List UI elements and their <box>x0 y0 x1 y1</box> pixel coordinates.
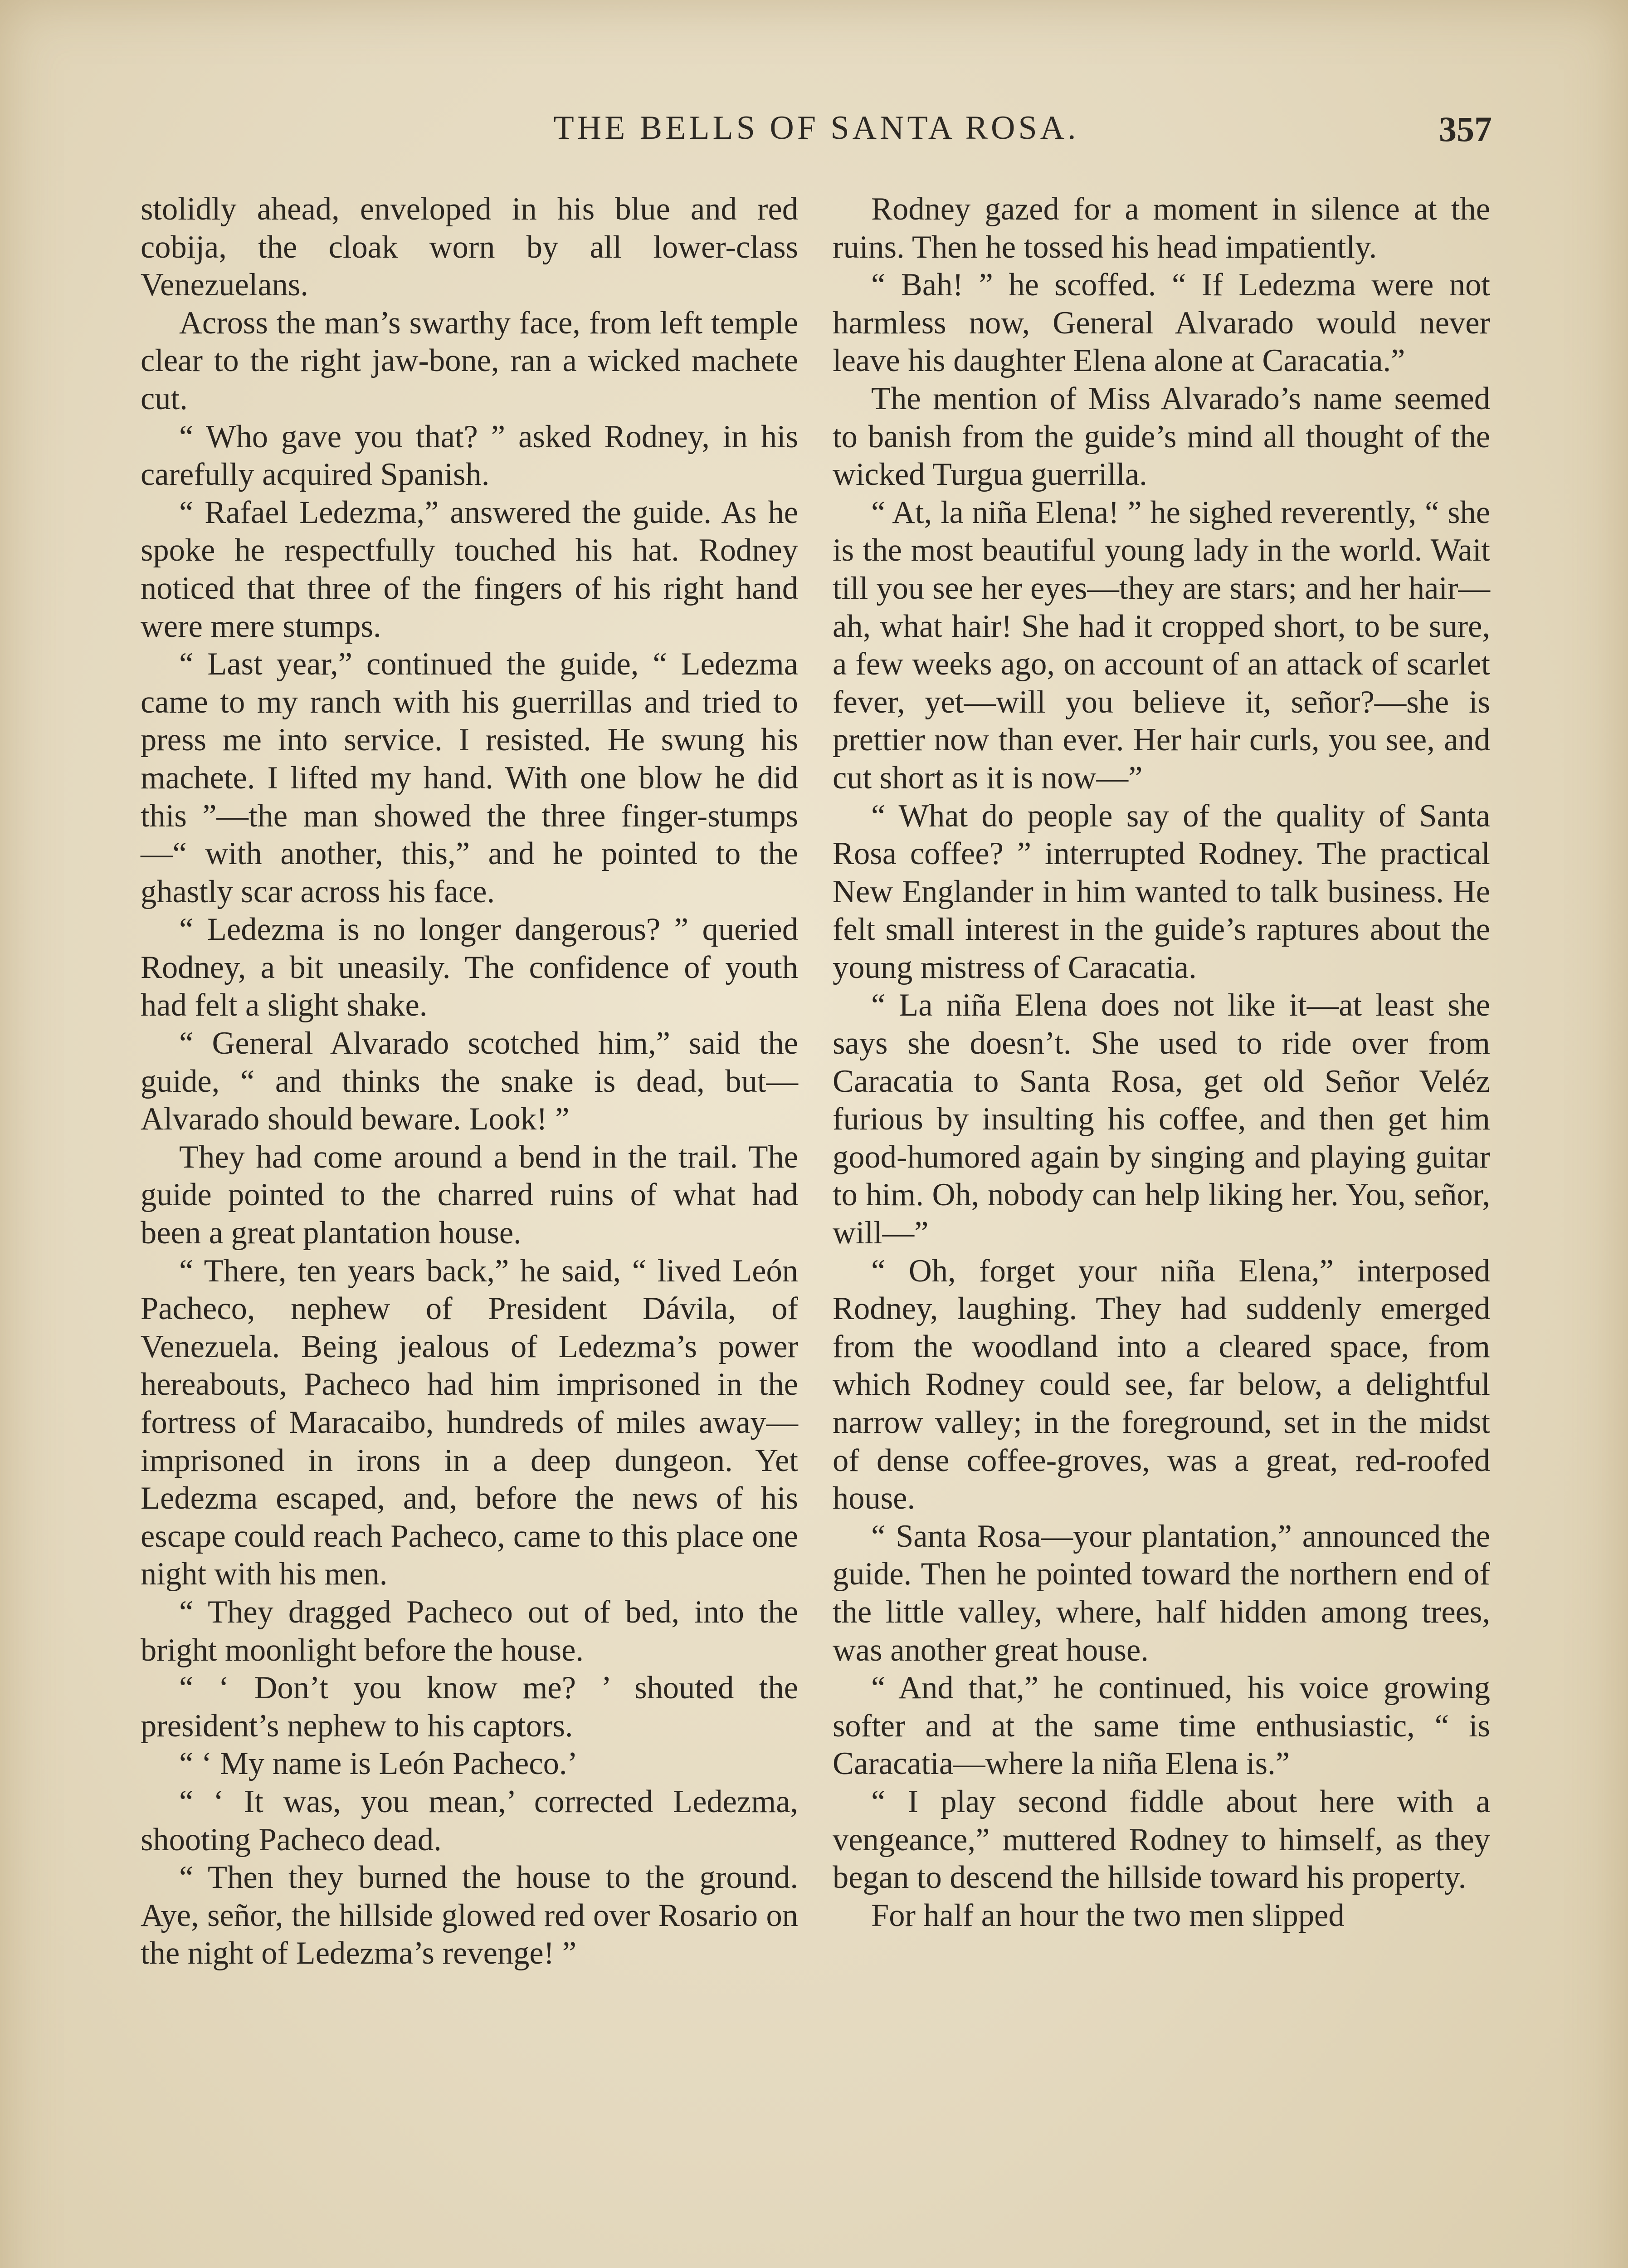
paragraph: “ La niña Elena does not like it—at least she says she doesn’t. She used to ride over from Caracatia to Santa Rosa, get old Señor Veléz furious by insulting his coffee, and then get him good-humored again by singing and playing guitar to him. Oh, nobody can help liking her. You, señor, will—” <box>833 987 1490 1251</box>
left-column <box>141 191 798 1973</box>
paragraph: “ Santa Rosa—your plantation,” announced the guide. Then he pointed toward the northern end of the little valley, where, half hidden among trees, was another great house. <box>833 1518 1490 1668</box>
paragraph: “ Bah! ” he scoffed. “ If Ledezma were not harmless now, General Alvarado would never leave his daughter Elena alone at Caracatia.” <box>833 267 1490 379</box>
running-header <box>141 109 1492 150</box>
paragraph: “ Then they burned the house to the ground. Aye, señor, the hillside glowed red over Rosario on the night of Ledezma’s revenge! ” <box>141 1860 798 1971</box>
paragraph: “ I play second fiddle about here with a vengeance,” muttered Rodney to himself, as they began to descend the hillside toward his property. <box>833 1784 1490 1896</box>
right-column <box>833 191 1490 1935</box>
paragraph: “ ‘ It was, you mean,’ corrected Ledezma, shooting Pacheco dead. <box>141 1784 798 1857</box>
paragraph: For half an hour the two men slipped <box>871 1897 1345 1933</box>
paragraph: “ Last year,” continued the guide, “ Ledezma came to my ranch with his guerrillas and tried to press me into service. I resisted. He swung his machete. I lifted my hand. With one blow he did this ”—the man showed the three finger-stumps—“ with another, this,” and he pointed to the ghastly scar across his face. <box>141 646 798 909</box>
page-number: 357 <box>1439 109 1492 149</box>
paragraph: Across the man’s swarthy face, from left temple clear to the right jaw-bone, ran a wicked machete cut. <box>141 305 798 416</box>
paragraph: “ General Alvarado scotched him,” said the guide, “ and thinks the snake is dead, but—Alvarado should beware. Look! ” <box>141 1026 798 1137</box>
paragraph: “ There, ten years back,” he said, “ lived León Pacheco, nephew of President Dávila, of Venezuela. Being jealous of Ledezma’s power hereabouts, Pacheco had him imprisoned in the fortress of Maracaibo, hundreds of miles away—imprisoned in irons in a deep dungeon. Yet Ledezma escaped, and, before the news of his escape could reach Pacheco, came to this place one night with his men. <box>141 1253 798 1592</box>
paragraph: “ Rafael Ledezma,” answered the guide. As he spoke he respectfully touched his hat. Rodney noticed that three of the fingers of his right hand were mere stumps. <box>141 494 798 644</box>
paragraph: The mention of Miss Alvarado’s name seemed to banish from the guide’s mind all thought of the wicked Turgua guerrilla. <box>833 381 1490 493</box>
paragraph: “ What do people say of the quality of Santa Rosa coffee? ” interrupted Rodney. The practical New Englander in him wanted to talk business. He felt small interest in the guide’s raptures about the young mistress of Caracatia. <box>833 798 1490 985</box>
paragraph: Rodney gazed for a moment in silence at the ruins. Then he tossed his head impatiently. <box>833 191 1490 265</box>
paragraph: stolidly ahead, enveloped in his blue and red cobija, the cloak worn by all lower-class Venezuelans. <box>141 191 798 303</box>
paragraph: “ Oh, forget your niña Elena,” interposed Rodney, laughing. They had suddenly emerged from the woodland into a cleared space, from which Rodney could see, far below, a delightful narrow valley; in the foreground, set in the midst of dense coffee-groves, was a great, red-roofed house. <box>833 1253 1490 1516</box>
paragraph: “ ‘ My name is León Pacheco.’ <box>179 1746 578 1782</box>
paragraph: “ They dragged Pacheco out of bed, into the bright moonlight before the house. <box>141 1594 798 1668</box>
running-title: THE BELLS OF SANTA ROSA. <box>553 109 1079 147</box>
paragraph: “ ‘ Don’t you know me? ’ shouted the president’s nephew to his captors. <box>141 1670 798 1744</box>
paragraph: “ At, la niña Elena! ” he sighed reverently, “ she is the most beautiful young lady in the world. Wait till you see her eyes—they are stars; and her hair—ah, what hair! She had it cropped short, to be sure, a few weeks ago, on account of an attack of scarlet fever, yet—will you believe it, señor?—she is prettier now than ever. Her hair curls, you see, and cut short as it is now—” <box>833 494 1490 796</box>
paragraph: “ Ledezma is no longer dangerous? ” queried Rodney, a bit uneasily. The confidence of youth had felt a slight shake. <box>141 912 798 1023</box>
paragraph: “ And that,” he continued, his voice growing softer and at the same time enthusiastic, “ is Caracatia—where la niña Elena is.” <box>833 1670 1490 1782</box>
paragraph: They had come around a bend in the trail. The guide pointed to the charred ruins of what had been a great plantation house. <box>141 1139 798 1251</box>
paragraph: “ Who gave you that? ” asked Rodney, in his carefully acquired Spanish. <box>141 419 798 493</box>
